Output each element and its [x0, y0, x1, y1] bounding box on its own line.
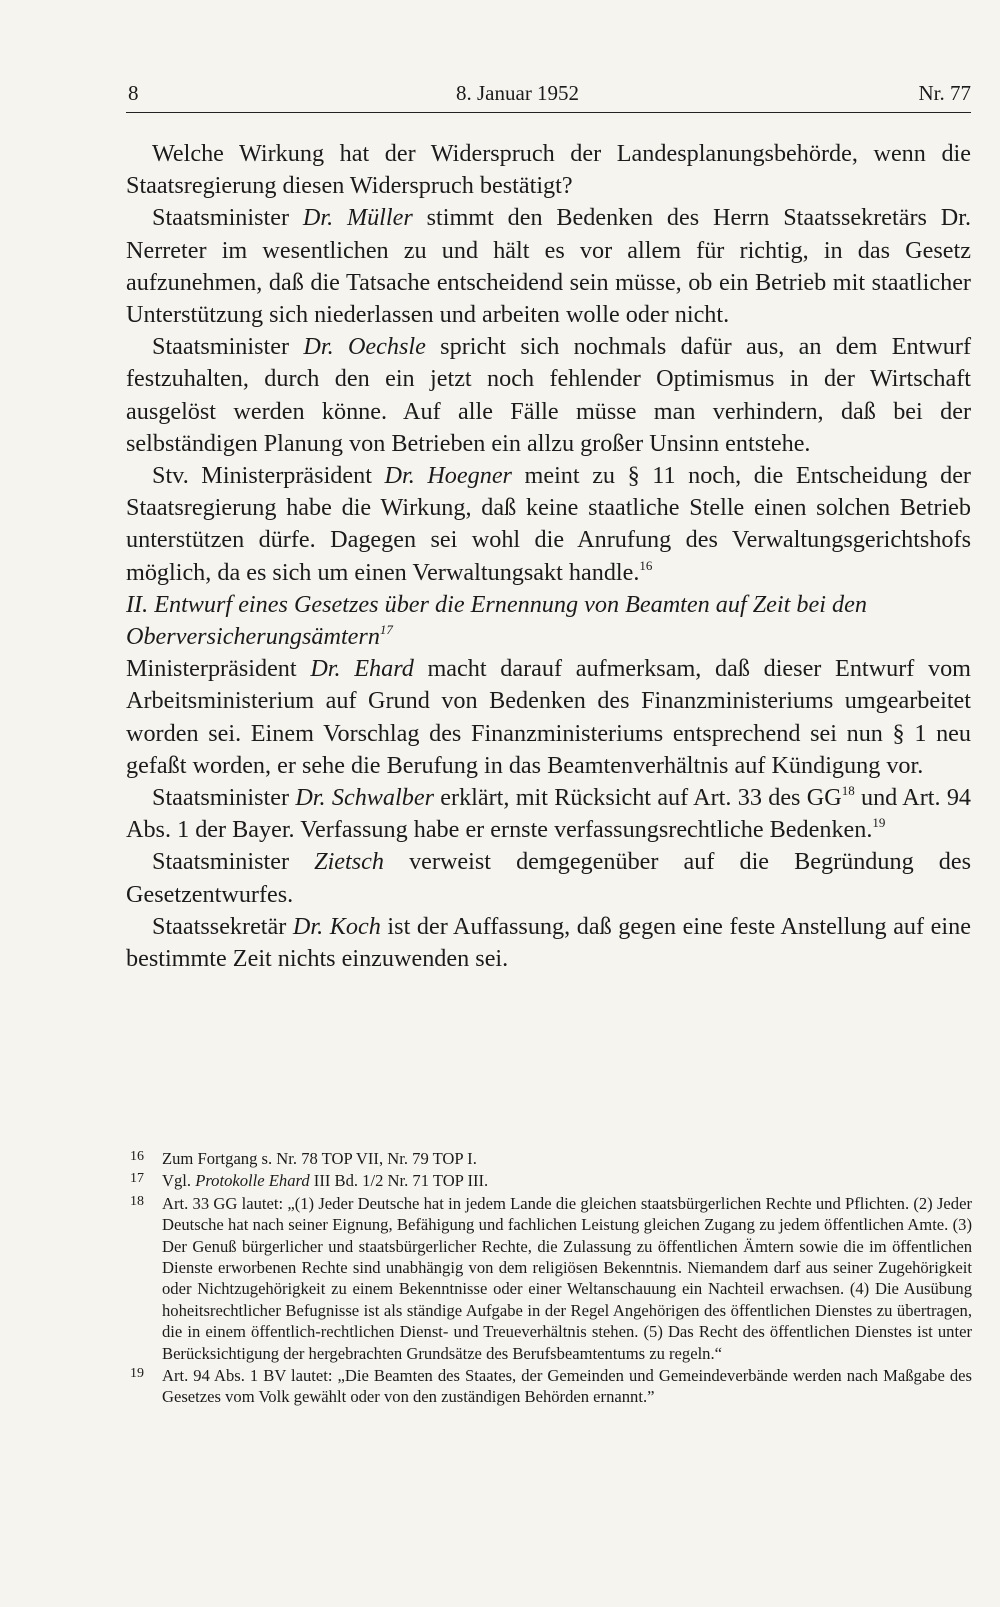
- paragraph-oechsle: Staatsminister Dr. Oechsle spricht sich nochmals dafür aus, an dem Entwurf festzuhalten, durch den ein jetzt noch fehlender Optimismus in der Wirtschaft ausgelöst werden könne. Auf alle Fälle müsse man verhindern, daß bei der selbständigen Planung von Betrieben ein allzu großer Unsinn entstehe.: [126, 333, 972, 457]
- paragraph-question: Welche Wirkung hat der Widerspruch der Landesplanungsbehörde, wenn die Staatsregierung diesen Widerspruch bestätigt?: [126, 140, 971, 200]
- speaker-name: Dr. Oechsle: [303, 333, 426, 361]
- main-text: [126, 138, 971, 975]
- speaker-name: Dr. Hoegner: [384, 462, 512, 490]
- protocol-number: Nr. 77: [918, 81, 971, 105]
- footnote-number: 18: [130, 1193, 144, 1209]
- paragraph-ehard: Ministerpräsident Dr. Ehard macht darauf aufmerksam, daß dieser Entwurf vom Arbeitsministerium auf Grund von Bedenken des Finanzministeriums umgearbeitet worden sei. Einem Vorschlag des Finanzministeriums entsprechend sei nun § 1 neu gefaßt worden, er sehe die Berufung in das Beamtenverhältnis auf Kündigung vor.: [126, 655, 971, 779]
- footnote-ref: 17: [379, 622, 393, 638]
- footnote-ref: 18: [841, 783, 855, 799]
- paragraph-mueller: Staatsminister Dr. Müller stimmt den Bedenken des Herrn Staatssekretärs Dr. Nerreter im wesentlichen zu und hält es vor allem für richtig, in das Gesetz aufzunehmen, daß die Tatsache entscheidend sein müsse, ob ein Betrieb mit staatlicher Unterstützung sich niederlassen und arbeiten wolle oder nicht.: [126, 204, 972, 329]
- footnote-number: 16: [130, 1149, 144, 1164]
- paragraph-schwalber: Staatsminister Dr. Schwalber erklärt, mit Rücksicht auf Art. 33 des GG$^{18}$ und Art. 94 Abs. 1 der Bayer. Verfassung habe er ernste verfassungsrechtliche Bedenken.$^{19}$: [126, 783, 972, 844]
- section-heading: II. Entwurf eines Gesetzes über die Ernennung von Beamten auf Zeit bei den Oberversicherungsämtern$^{17}$: [126, 590, 867, 651]
- speaker-name: Dr. Ehard: [310, 655, 414, 683]
- page-number: 8: [128, 81, 139, 105]
- paragraph-hoegner: Stv. Ministerpräsident Dr. Hoegner meint zu § 11 noch, die Entscheidung der Staatsregierung habe die Wirkung, daß keine staatliche Stelle einen solchen Betrieb unterstützen dürfe. Dagegen sei wohl die Anrufung des Verwaltungsgerichtshofs möglich, da es sich um einen Verwaltungsakt handle.$^{16}$: [126, 462, 971, 586]
- paragraph-koch: Staatssekretär Dr. Koch ist der Auffassung, daß gegen eine feste Anstellung auf eine bestimmte Zeit nichts einzuwenden sei.: [126, 912, 971, 973]
- running-header: [126, 78, 971, 113]
- footnote-number: 17: [130, 1171, 144, 1187]
- speaker-name: Dr. Müller: [302, 204, 413, 232]
- speaker-name: Zietsch: [314, 848, 384, 876]
- footnote-ref: 19: [872, 815, 886, 831]
- header-date: 8. Januar 1952: [456, 81, 580, 105]
- speaker-name: Dr. Schwalber: [295, 784, 434, 812]
- footnote-16: 16 Zum Fortgang s. Nr. 78 TOP VII, Nr. 79 TOP I.: [130, 1148, 972, 1169]
- footnote-17: 17 Vgl. Protokolle Ehard III Bd. 1/2 Nr. 71 TOP III.: [130, 1170, 972, 1191]
- footnote-19: 19 Art. 94 Abs. 1 BV lautet: „Die Beamten des Staates, der Gemeinden und Gemeindeverbände werden nach Maßgabe des Gesetzes vom Volk gewählt oder von den zuständigen Behörden ernannt.”: [130, 1365, 972, 1408]
- footnotes: [130, 1148, 972, 1409]
- paragraph-zietsch: Staatsminister Zietsch verweist demgegenüber auf die Begründung des Gesetzentwurfes.: [126, 848, 971, 908]
- footnote-18: 18 Art. 33 GG lautet: „(1) Jeder Deutsche hat in jedem Lande die gleichen staatsbürgerlichen Rechte und Pflichten. (2) Jeder Deutsche hat nach seiner Eignung, Befähigung und fachlichen Leistung gleichen Zugang zu jedem öffentlichen Amte. (3) Der Genuß bürgerlicher und staatsbürgerlicher Rechte, die Zulassung zu öffentlichen Ämtern sowie die im öffentlichen Dienste erworbenen Rechte sind unabhängig von dem religiösen Bekenntnis. Niemandem darf aus seiner Zugehörigkeit oder Nichtzugehörigkeit zu einem Bekenntnisse oder einer Weltanschauung ein Nachteil erwachsen. (4) Die Ausübung hoheitsrechtlicher Befugnisse ist als ständige Aufgabe in der Regel Angehörigen des öffentlichen Dienstes zu übertragen, die in einem öffentlich-rechtlichen Dienst- und Treueverhältnis stehen. (5) Das Recht des öffentlichen Dienstes ist unter Berücksichtigung der hergebrachten Grundsätze des Berufsbeamtentums zu regeln.“: [130, 1193, 972, 1364]
- footnote-number: 19: [130, 1366, 144, 1382]
- footnote-ref: 16: [639, 557, 653, 573]
- speaker-name: Dr. Koch: [292, 912, 381, 940]
